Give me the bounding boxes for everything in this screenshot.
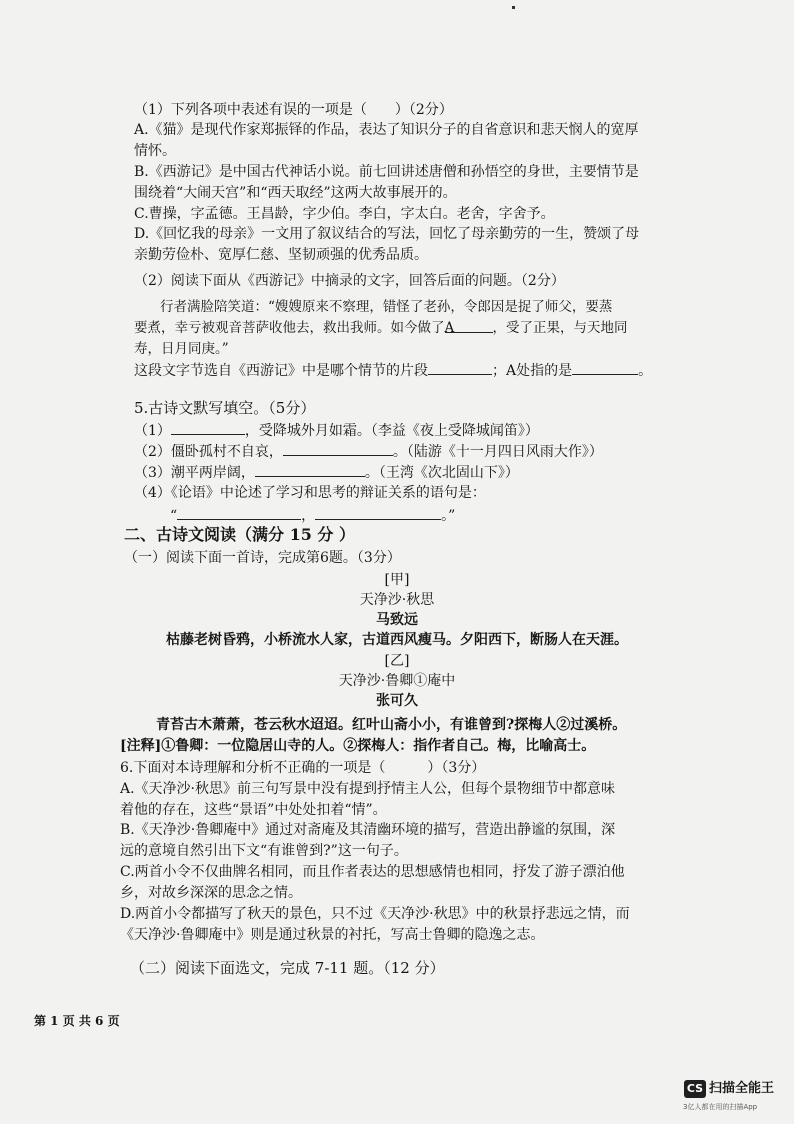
- q4-1-option-b-line1: B.《西游记》是中国古代神话小说。前七回讲述唐僧和孙悟空的身世，主要情节是: [134, 164, 639, 180]
- q4-2-stem: （2）阅读下面从《西游记》中摘录的文字，回答后面的问题。（2分）: [134, 273, 565, 289]
- q5-line2: [134, 441, 603, 462]
- q4-1-option-a-line1: A.《猫》是现代作家郑振铎的作品，表达了知识分子的自省意识和悲天悯人的宽厚: [134, 122, 639, 138]
- q5-line3-tail: 。（王湾《次北固山下》）: [364, 465, 519, 481]
- q4-1-option-c: C.曹操，字孟德。王昌龄，字少伯。李白，字太白。老舍，字舍予。: [134, 206, 555, 222]
- q5-blank-4[interactable]: [177, 505, 301, 520]
- q6-option-a-line1: A.《天净沙·秋思》前三句写景中没有提到抒情主人公，但每个景物细节中都意味: [120, 781, 616, 797]
- q6-option-c-line1: C.两首小令不仅曲牌名相同，而且作者表达的思想感情也相同，抒发了游子漂泊他: [120, 864, 625, 880]
- poem1-author: 马致远: [376, 612, 418, 628]
- section2-title: 二、古诗文阅读（满分 15 分 ）: [124, 525, 355, 544]
- poem2-text: 青苔古木萧萧，苍云秋水迢迢。红叶山斋小小，有谁曾到?探梅人②过溪桥。: [156, 717, 627, 733]
- poem2-author: 张可久: [376, 693, 418, 709]
- excerpt-line2: [134, 318, 628, 338]
- q5-line3: [134, 462, 519, 483]
- q6-option-c-line2: 乡，对故乡深深的思念之情。: [120, 885, 302, 901]
- answer-blank-a[interactable]: [572, 360, 638, 375]
- q4-2-question: [134, 360, 652, 381]
- q4-2-question-text: 这段文字节选自《西游记》中是哪个情节的片段: [134, 363, 428, 379]
- q5-comma: ，: [301, 508, 316, 524]
- excerpt-line3: 寿，日月同庚。”: [134, 341, 229, 357]
- poem-jia-label: [甲]: [384, 572, 410, 588]
- q5-line4: （4）《论语》中论述了学习和思考的辩证关系的语句是：: [134, 485, 486, 501]
- page-number: 第 1 页 共 6 页: [34, 1014, 120, 1028]
- q4-1-option-b-line2: 围绕着“大闹天宫”和“西天取经”这两大故事展开的。: [134, 185, 457, 201]
- q4-1-option-d-line2: 亲勤劳俭朴、宽厚仁慈、坚韧顽强的优秀品质。: [134, 247, 428, 263]
- q6-option-d-line2: 《天净沙·鲁卿庵中》则是通过秋景的衬托，写高士鲁卿的隐逸之志。: [120, 927, 545, 943]
- camscanner-slogan: 3亿人都在用的扫描App: [683, 1103, 758, 1111]
- q5-open-quote: “: [170, 508, 178, 524]
- q5-line2-tail: 。（陆游《十一月四日风雨大作》）: [392, 444, 603, 460]
- q4-2-question-end: 。: [638, 363, 653, 379]
- poem1-title: 天净沙·秋思: [359, 592, 435, 608]
- excerpt-blank-a-label: A: [444, 320, 455, 336]
- camscanner-name: 扫描全能王: [709, 1081, 775, 1096]
- q4-2-question-mid: ；A处指的是: [492, 363, 573, 379]
- q5-line1: [134, 420, 539, 441]
- q5-blank-5[interactable]: [315, 505, 441, 520]
- q6-option-b-line2: 远的意境自然引出下文“有谁曾到?”这一句子。: [120, 843, 408, 859]
- q5-blank-3[interactable]: [255, 462, 365, 477]
- q6-option-a-line2: 着他的存在，这些“景语”中处处扣着“情”。: [120, 802, 387, 818]
- q5-close-quote: 。”: [441, 508, 456, 524]
- excerpt-line2-text: 要煮，幸亏被观音菩萨收他去，救出我师。如今做了: [134, 320, 445, 336]
- q5-blank-1[interactable]: [171, 420, 245, 435]
- q5-title: 5.古诗文默写填空。（5分）: [134, 399, 316, 417]
- q5-line1-text: ，受降城外月如霜。（李益《夜上受降城闻笛》）: [244, 423, 539, 439]
- q6-option-b-line1: B.《天净沙·鲁卿庵中》通过对斋庵及其清幽环境的描写，营造出静谧的氛围，深: [120, 822, 616, 838]
- answer-blank-episode[interactable]: [428, 360, 492, 375]
- poem-note: [注释]①鲁卿：一位隐居山寺的人。②探梅人：指作者自己。梅，比喻高士。: [120, 738, 596, 754]
- excerpt-line1: 行者满脸陪笑道：“嫂嫂原来不察理，错怪了老孙，令郎因是捉了师父，要蒸: [160, 299, 613, 315]
- section2-part1: （一）阅读下面一首诗，完成第6题。（3分）: [124, 550, 401, 566]
- camscanner-logo-icon: CS: [684, 1080, 706, 1098]
- poem-yi-label: [乙]: [384, 653, 410, 669]
- q5-line5: [170, 505, 455, 526]
- excerpt-line2-tail: ，受了正果，与天地同: [492, 320, 628, 336]
- excerpt-blank-a: [444, 318, 493, 336]
- q5-line2-text: （2）僵卧孤村不自哀，: [134, 444, 283, 460]
- q6-stem: 6.下面对本诗理解和分析不正确的一项是（ ）（3分）: [120, 760, 486, 776]
- poem2-title: 天净沙·鲁卿①庵中: [338, 673, 456, 689]
- q6-option-d-line1: D.两首小令都描写了秋天的景色，只不过《天净沙·秋思》中的秋景抒悲远之情，而: [120, 906, 630, 922]
- q4-1-option-d-line1: D.《回忆我的母亲》一文用了叙议结合的写法，回忆了母亲勤劳的一生，赞颂了母: [134, 226, 640, 242]
- section2-part2: （二）阅读下面选文，完成 7-11 题。（12 分）: [130, 959, 445, 977]
- poem1-text: 枯藤老树昏鸦，小桥流水人家，古道西风瘦马。夕阳西下，断肠人在天涯。: [166, 632, 628, 648]
- q4-1-stem: （1）下列各项中表述有误的一项是（ ）（2分）: [134, 102, 453, 118]
- q5-blank-2[interactable]: [283, 441, 393, 456]
- scan-speck: [512, 6, 515, 9]
- q5-line3-text: （3）潮平两岸阔，: [134, 465, 255, 481]
- q4-1-option-a-line2: 情怀。: [134, 143, 176, 159]
- q5-line1-num: （1）: [134, 423, 171, 439]
